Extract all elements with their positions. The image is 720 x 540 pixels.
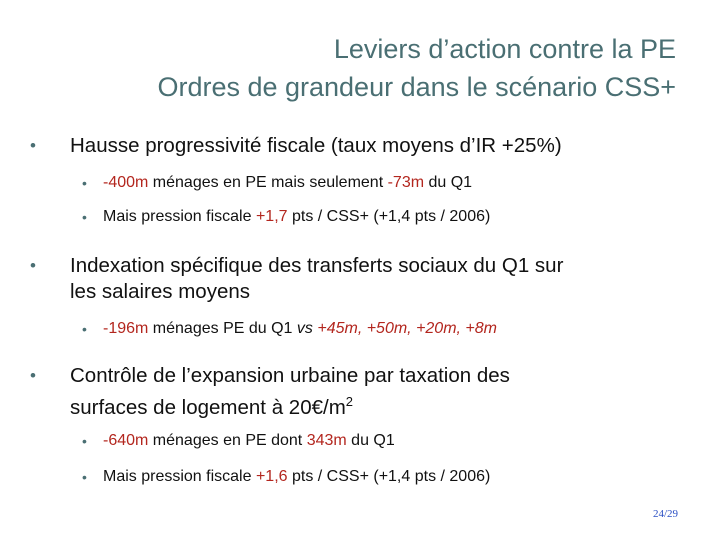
bullet-1-text: Hausse progressivité fiscale (taux moyens d’IR +25%) [70,134,562,157]
sub-bullet-dot: • [82,433,87,449]
value-highlight: +45m, +50m, +20m, +8m [317,320,497,337]
sub-bullet-dot: • [82,209,87,225]
bullet-3-sub-1 [82,430,682,452]
bullet-2-sub-1 [82,318,682,340]
slide-title [16,30,676,106]
page-number: 24/29 [652,508,678,520]
value-highlight: +1,6 [255,468,288,485]
bullet-3-line-2: surfaces de logement à 20€/m [70,395,346,419]
value-highlight: -73m [387,174,425,191]
text-segment: ménages en PE dont [148,432,307,449]
bullet-dot: • [30,366,36,385]
text-segment: du Q1 [346,432,395,449]
bullet-dot: • [30,256,36,275]
superscript: 2 [345,394,354,409]
sub-bullet-dot: • [82,469,87,485]
bullet-1-sub-2 [82,206,682,228]
bullet-2-line-2: les salaires moyens [70,280,251,303]
title-line-1: Leviers d’action contre la PE [333,34,676,64]
text-segment: pts / CSS+ (+1,4 pts / 2006) [287,468,491,485]
title-line-2: Ordres de grandeur dans le scénario CSS+ [157,72,676,102]
text-segment: du Q1 [424,174,473,191]
bullet-1-sub-1 [82,172,682,194]
sub-bullet-dot: • [82,321,87,337]
bullet-2 [30,253,680,305]
bullet-3-sub-2 [82,466,682,488]
text-segment: Mais pression fiscale [103,208,256,225]
value-highlight: -400m [103,174,149,191]
value-highlight: -640m [103,432,149,449]
value-highlight: +1,7 [255,208,288,225]
text-segment: ménages en PE mais seulement [148,174,388,191]
value-highlight: 343m [306,432,347,449]
text-segment: Mais pression fiscale [103,468,256,485]
text-segment: ménages PE du Q1 [148,320,297,337]
bullet-2-line-1: Indexation spécifique des transferts sociaux du Q1 sur [70,254,564,277]
text-segment: pts / CSS+ (+1,4 pts / 2006) [287,208,491,225]
vs-italic: vs [296,320,313,337]
bullet-1 [30,133,680,159]
bullet-dot: • [30,136,36,155]
value-highlight: -196m [103,320,149,337]
bullet-3 [30,363,680,421]
bullet-3-line-1: Contrôle de l’expansion urbaine par taxation des [70,364,510,387]
sub-bullet-dot: • [82,175,87,191]
